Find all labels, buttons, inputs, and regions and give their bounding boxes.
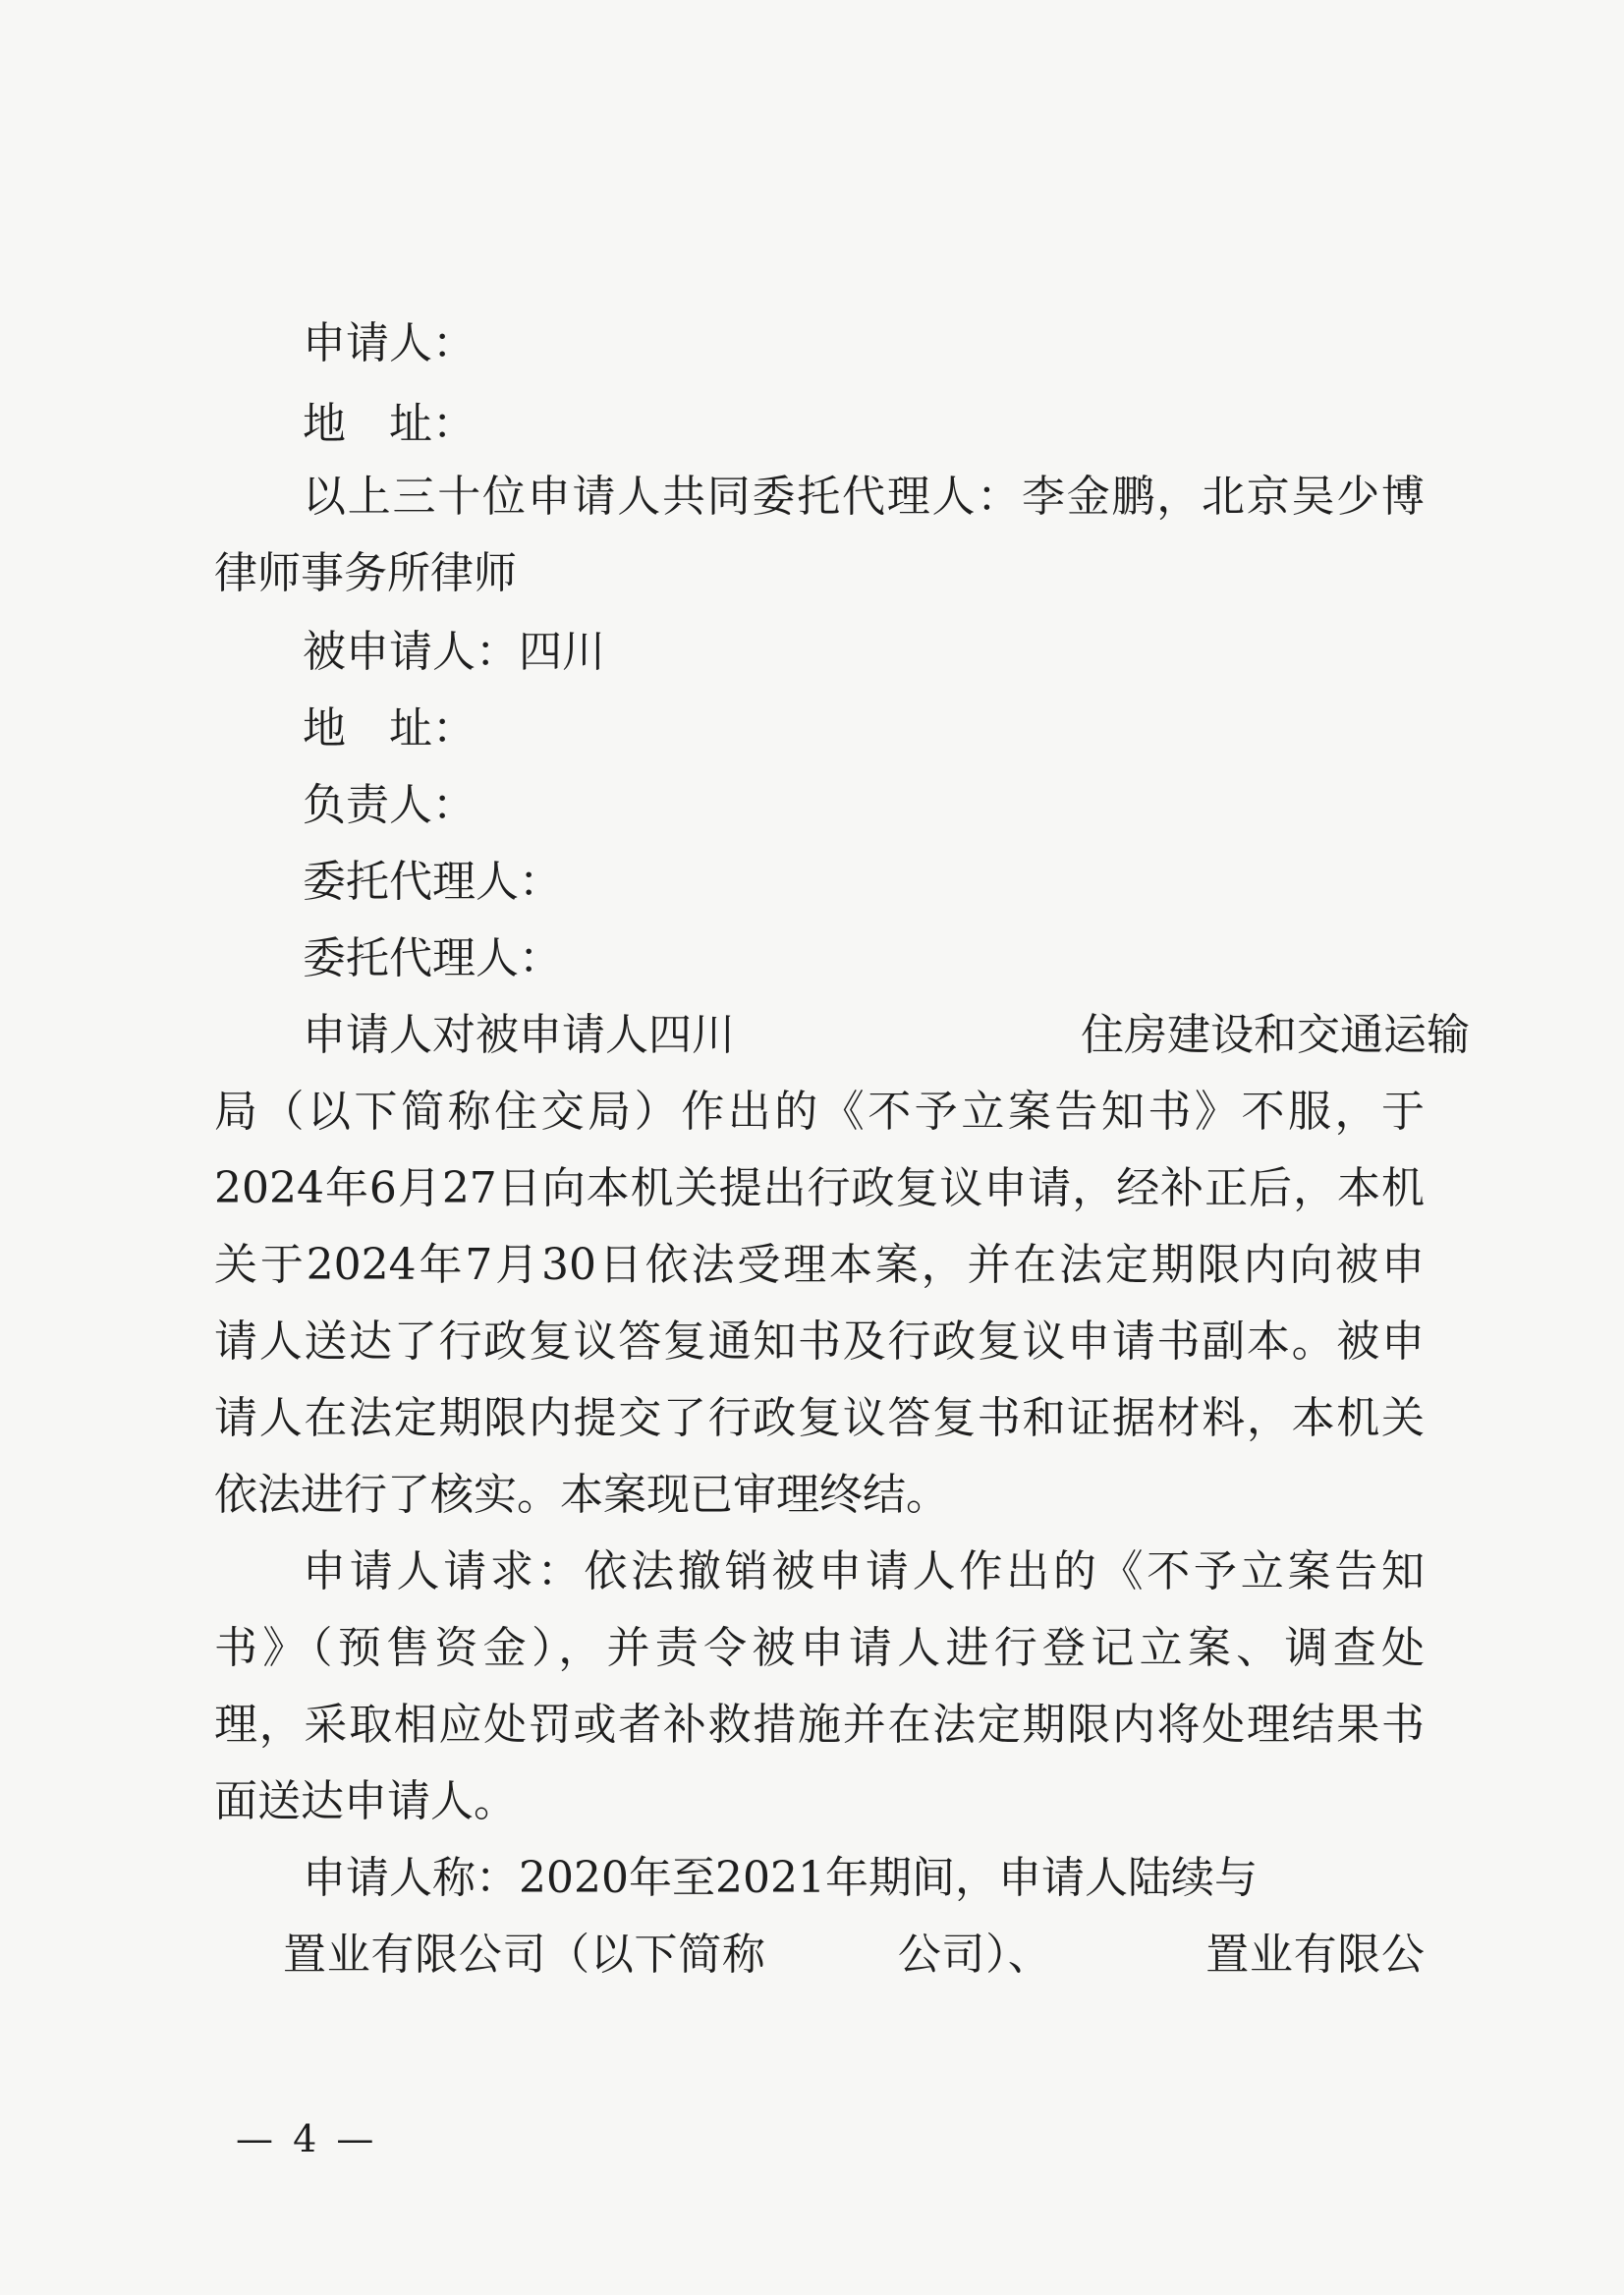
- paragraph-2-line-1: 申请人请求：依法撤销被申请人作出的《不予立案告知: [303, 1546, 1425, 1596]
- paragraph-3-line-1: 申请人称：2020年至2021年期间，申请人陆续与: [303, 1853, 1258, 1903]
- paragraph-2-line-4: 面送达申请人。: [214, 1776, 517, 1826]
- paragraph-3-line-2: 置业有限公司（以下简称 公司）、 置业有限公: [283, 1930, 1425, 1980]
- paragraph-1-line-6: 请人在法定期限内提交了行政复议答复书和证据材料，本机关: [214, 1393, 1425, 1443]
- paragraph-1-line-2: 局（以下简称住交局）作出的《不予立案告知书》不服，于: [214, 1087, 1425, 1137]
- paragraph-1-line-7: 依法进行了核实。本案现已审理终结。: [214, 1470, 949, 1520]
- entrusted-agent-label-2: 委托代理人：: [303, 933, 562, 983]
- page-number: — 4 —: [236, 2117, 378, 2160]
- responsible-person-label: 负责人：: [303, 780, 476, 830]
- paragraph-2-line-2: 书》（预售资金），并责令被申请人进行登记立案、调查处: [214, 1623, 1425, 1673]
- paragraph-1-line-4: 关于2024年7月30日依法受理本案，并在法定期限内向被申: [214, 1240, 1425, 1290]
- respondent-address-label: 地 址：: [303, 703, 476, 754]
- respondent-label: 被申请人：四川: [303, 627, 605, 677]
- agent-line-1: 以上三十位申请人共同委托代理人：李金鹏，北京吴少博: [303, 472, 1425, 522]
- paragraph-1-line-5: 请人送达了行政复议答复通知书及行政复议申请书副本。被申: [214, 1316, 1425, 1367]
- applicant-label: 申请人：: [303, 318, 476, 368]
- paragraph-1-line-1: 申请人对被申请人四川 住房建设和交通运输: [303, 1010, 1470, 1060]
- entrusted-agent-label-1: 委托代理人：: [303, 857, 562, 907]
- paragraph-1-line-3: 2024年6月27日向本机关提出行政复议申请，经补正后，本机: [214, 1163, 1425, 1213]
- paragraph-2-line-3: 理，采取相应处罚或者补救措施并在法定期限内将处理结果书: [214, 1700, 1425, 1750]
- applicant-address-label: 地 址：: [303, 399, 476, 449]
- agent-line-2: 律师事务所律师: [214, 548, 517, 598]
